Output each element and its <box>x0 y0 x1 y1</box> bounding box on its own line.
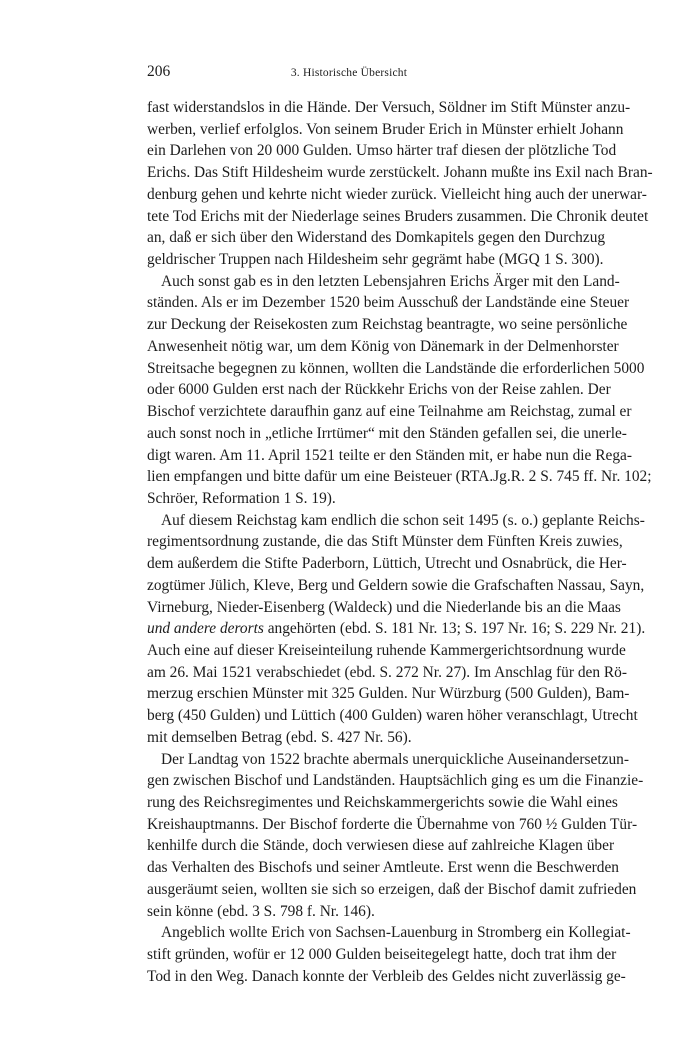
text-line: fast widerstandslos in die Hände. Der Versuch, Söldner im Stift Münster anzu- <box>147 99 631 116</box>
text-line: Kreishauptmanns. Der Bischof forderte die Übernahme von 760 ½ Gulden Tür- <box>147 815 638 833</box>
text-line: mit demselben Betrag (ebd. S. 427 Nr. 56). <box>147 728 412 746</box>
text-line: Tod in den Weg. Danach konnte der Verbleib des Geldes nicht zuverlässig ge- <box>147 967 626 985</box>
text-line: Angeblich wollte Erich von Sachsen-Lauenburg in Stromberg ein Kollegiat- <box>161 924 631 942</box>
text-line: stift gründen, wofür er 12 000 Gulden beiseitegelegt hatte, doch trat ihm der <box>147 946 617 964</box>
body-text <box>147 97 653 987</box>
text-line: auch sonst noch in „etliche Irrtümer“ mit den Ständen gefallen sei, die unerle- <box>147 424 627 442</box>
text-line: oder 6000 Gulden erst nach der Rückkehr Erichs von der Reise zahlen. Der <box>147 381 611 399</box>
text-line: sein könne (ebd. 3 S. 798 f. Nr. 146). <box>147 902 375 920</box>
text-line <box>147 618 646 640</box>
text-line: Auf diesem Reichstag kam endlich die schon seit 1495 (s. o.) geplante Reichs- <box>161 511 645 529</box>
text-line: Erichs. Das Stift Hildesheim wurde zerstückelt. Johann mußte ins Exil nach Bran- <box>147 164 653 182</box>
text-line: Auch eine auf dieser Kreiseinteilung ruhende Kammergerichtsordnung wurde <box>147 641 626 659</box>
text-line: zogtümer Jülich, Kleve, Berg und Geldern sowie die Grafschaften Nassau, Sayn, <box>147 576 645 594</box>
text-line: Virneburg, Nieder-Eisenberg (Waldeck) und die Niederlande bis an die Maas <box>147 598 621 616</box>
text-line: Schröer, Reformation 1 S. 19). <box>147 489 336 507</box>
running-head: 3. Historische Übersicht <box>290 67 408 79</box>
text-line: dem außerdem die Stifte Paderborn, Lüttich, Utrecht und Osnabrück, die Her- <box>147 555 627 573</box>
text-line: Auch sonst gab es in den letzten Lebensjahren Erichs Ärger mit den Land- <box>161 272 620 290</box>
page-header <box>147 62 551 82</box>
line-text: angehörten (ebd. S. 181 Nr. 13; S. 197 Nr. 16; S. 229 Nr. 21). <box>263 620 646 638</box>
italic-phrase: und andere derorts <box>147 620 264 638</box>
text-line: berg (450 Gulden) und Lüttich (400 Gulden) waren höher veranschlagt, Utrecht <box>147 707 638 725</box>
text-line: Streitsache begegnen zu können, wollten die Landstände die erforderlichen 5000 <box>147 359 645 377</box>
text-line: werben, verlief erfolglos. Von seinem Bruder Erich in Münster erhielt Johann <box>147 120 624 138</box>
text-line: geldrischer Truppen nach Hildesheim sehr gegrämt habe (MGQ 1 S. 300). <box>147 251 604 269</box>
text-line: tete Tod Erichs mit der Niederlage seines Bruders zusammen. Die Chronik deutet <box>147 207 649 225</box>
text-line: ständen. Als er im Dezember 1520 beim Ausschuß der Landstände eine Steuer <box>147 294 630 312</box>
text-line: Anwesenheit nötig war, um dem König von Dänemark in der Delmenhorster <box>147 337 619 355</box>
text-line: zur Deckung der Reisekosten zum Reichstag beantragte, wo seine persönliche <box>147 316 628 334</box>
text-line: lien empfangen und bitte dafür um eine Beisteuer (RTA.Jg.R. 2 S. 745 ff. Nr. 102; <box>147 468 652 486</box>
text-line: gen zwischen Bischof und Landständen. Hauptsächlich ging es um die Finanzie- <box>147 772 644 790</box>
text-line: kenhilfe durch die Stände, doch verwiesen diese auf zahlreiche Klagen über <box>147 837 615 855</box>
text-line: ausgeräumt seien, wollten sie sich so erzeigen, daß der Bischof damit zufrieden <box>147 880 637 898</box>
page-number: 206 <box>147 63 171 80</box>
text-line: denburg gehen und kehrte nicht wieder zurück. Vielleicht hing auch der unerwar- <box>147 185 647 203</box>
text-line: merzug erschien Münster mit 325 Gulden. Nur Würzburg (500 Gulden), Bam- <box>147 685 630 703</box>
text-line: am 26. Mai 1521 verabschiedet (ebd. S. 272 Nr. 27). Im Anschlag für den Rö- <box>147 663 628 681</box>
text-line: Der Landtag von 1522 brachte abermals unerquickliche Auseinandersetzun- <box>161 750 629 768</box>
text-line: Bischof verzichtete daraufhin ganz auf eine Teilnahme am Reichstag, zumal er <box>147 403 632 421</box>
text-line: an, daß er sich über den Widerstand des Domkapitels gegen den Durchzug <box>147 229 606 247</box>
text-line: das Verhalten des Bischofs und seiner Amtleute. Erst wenn die Beschwerden <box>147 859 620 877</box>
text-line: ein Darlehen von 20 000 Gulden. Umso härter traf diesen der plötzliche Tod <box>147 142 617 160</box>
text-line: regimentsordnung zustande, die das Stift Münster dem Fünften Kreis zuwies, <box>147 533 623 551</box>
text-line: rung des Reichsregimentes und Reichskammergerichts sowie die Wahl eines <box>147 794 618 811</box>
text-line: digt waren. Am 11. April 1521 teilte er den Ständen mit, er habe nun die Rega- <box>147 446 632 464</box>
